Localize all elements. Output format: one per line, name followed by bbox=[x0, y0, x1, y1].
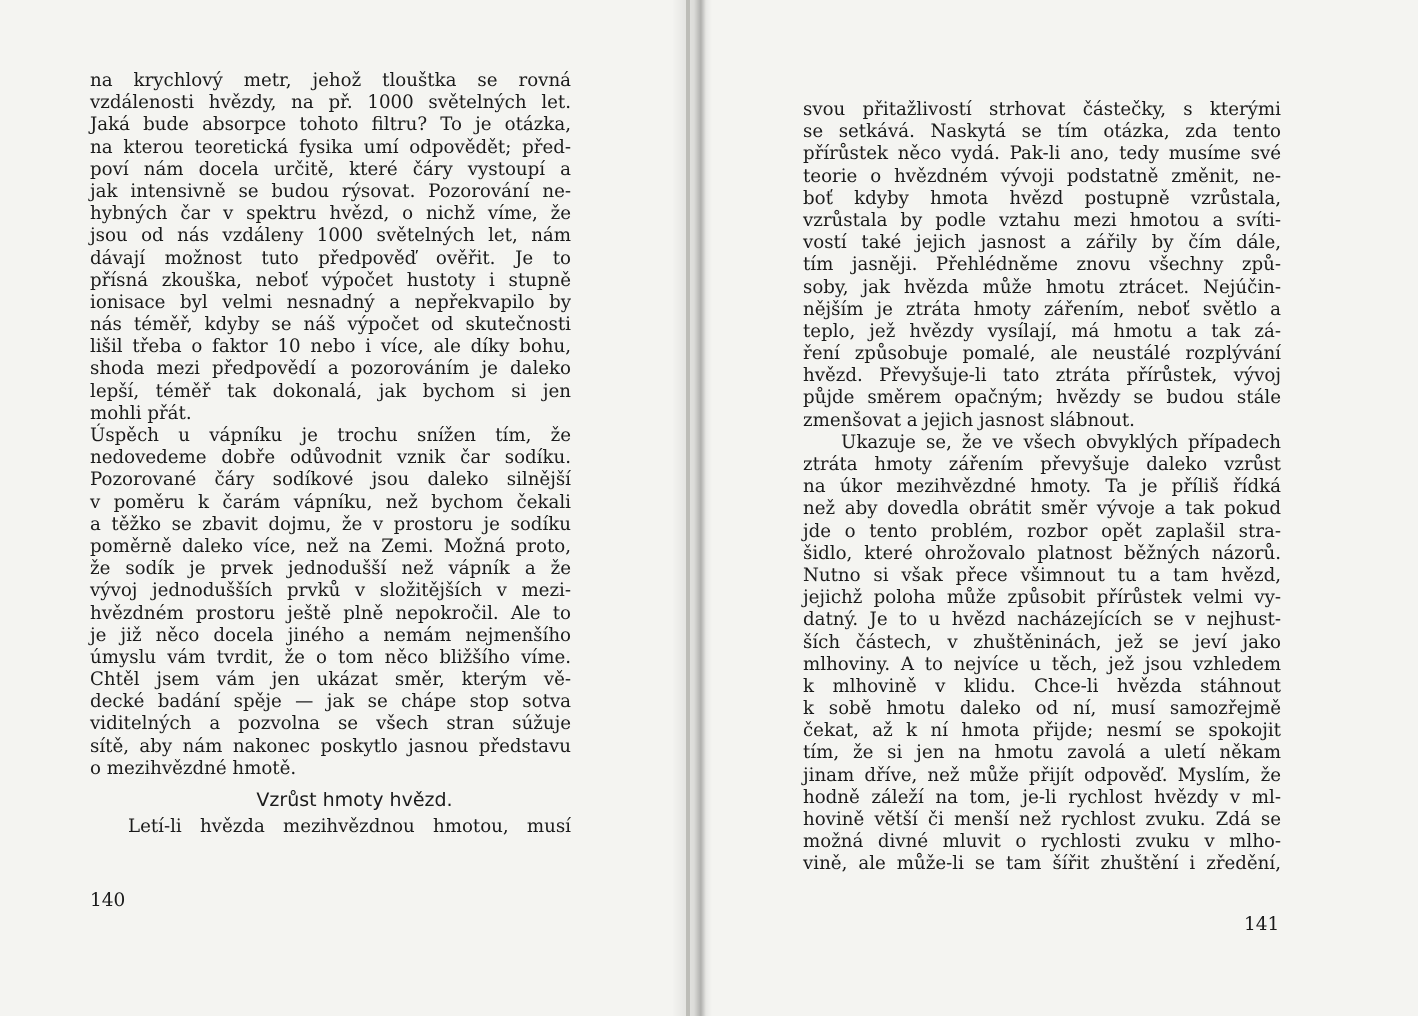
text-line: nějším je ztráta hmoty zářením, neboť světlo a bbox=[803, 298, 1281, 320]
right-page bbox=[707, 0, 1418, 1016]
text-line: Jaká bude absorpce tohoto filtru? To je otázka, bbox=[90, 114, 571, 136]
text-line: nedovedeme dobře odůvodnit vznik čar sodíku. bbox=[90, 447, 571, 469]
text-line: viditelných a pozvolna se všech stran súžuje bbox=[90, 713, 571, 735]
text-line: sítě, aby nám nakonec poskytlo jasnou představu bbox=[90, 735, 571, 757]
text-line: dávají možnost tuto předpověď ověřit. Je to bbox=[90, 247, 571, 269]
page-number: 140 bbox=[90, 890, 126, 911]
text-line: vostí také jejich jasnost a zářily by čím dále, bbox=[803, 232, 1281, 254]
text-line: decké badání spěje — jak se chápe stop sotva bbox=[90, 691, 571, 713]
text-line: ionisace byl velmi nesnadný a nepřekvapilo by bbox=[90, 291, 571, 313]
text-line: hybných čar v spektru hvězd, o nichž víme, že bbox=[90, 203, 571, 225]
text-line: přísná zkouška, neboť výpočet hustoty i stupně bbox=[90, 269, 571, 291]
text-line: přírůstek něco vydá. Pak-li ano, tedy musíme své bbox=[803, 143, 1281, 165]
text-line: teorie o hvězdném vývoji podstatně změnit, ne- bbox=[803, 165, 1281, 187]
text-line: Ukazuje se, že ve všech obvyklých případech bbox=[841, 431, 1281, 453]
text-line: nás téměř, kdyby se náš výpočet od skutečnosti bbox=[90, 314, 571, 336]
text-line: jak intensivně se budou rýsovat. Pozorování ne- bbox=[90, 180, 571, 202]
text-line: datný. Je to u hvězd nacházejících se v nejhust- bbox=[803, 609, 1281, 631]
left-page-body bbox=[90, 70, 571, 838]
text-line: teplo, jež hvězdy vysílají, má hmotu a tak zá- bbox=[803, 320, 1281, 342]
text-line: na kterou teoretická fysika umí odpovědět; před- bbox=[90, 136, 571, 158]
text-line: poměrně daleko více, než na Zemi. Možná proto, bbox=[90, 535, 571, 557]
text-line: čekat, až k ní hmota přijde; nesmí se spokojit bbox=[803, 720, 1281, 742]
left-page bbox=[0, 0, 700, 1016]
text-line: lepší, téměř tak dokonalá, jak bychom si jen bbox=[90, 380, 571, 402]
text-line: že sodík je prvek jednodušší než vápník a že bbox=[90, 558, 571, 580]
text-line: úmyslu vám tvrdit, že o tom něco bližšího víme. bbox=[90, 646, 571, 668]
text-line: Úspěch u vápníku je trochu snížen tím, že bbox=[90, 425, 571, 446]
text-line: hvězd. Převyšuje-li tato ztráta přírůstek, vývoj bbox=[803, 365, 1281, 387]
text-line: půjde směrem opačným; hvězdy se budou stále bbox=[803, 387, 1281, 409]
text-line: zmenšovat a jejich jasnost slábnout. bbox=[803, 409, 1135, 431]
text-line: tím jasněji. Přehlédněme znovu všechny způ- bbox=[803, 254, 1281, 276]
text-line: ztráta hmoty zářením převyšuje daleko vzrůst bbox=[803, 454, 1281, 475]
text-line: hvězdném prostoru ještě plně nepokročil. Ale to bbox=[90, 602, 571, 624]
book-gutter bbox=[672, 0, 712, 1016]
text-line: vzrůstala by podle vztahu mezi hmotou a svíti- bbox=[803, 209, 1281, 231]
text-line: mlhoviny. A to nejvíce u těch, jež jsou vzhledem bbox=[803, 653, 1281, 675]
text-line: Letí-li hvězda mezihvězdnou hmotou, musí bbox=[128, 816, 571, 837]
text-line: shoda mezi předpovědí a pozorováním je daleko bbox=[90, 358, 571, 380]
text-line: v poměru k čarám vápníku, než bychom čekali bbox=[90, 491, 571, 513]
text-line: jsou od nás vzdáleny 1000 světelných let, nám bbox=[90, 225, 571, 247]
page-edge bbox=[686, 0, 690, 1016]
text-line: Chtěl jsem vám jen ukázat směr, kterým vě- bbox=[90, 669, 571, 691]
text-line: soby, jak hvězda může hmotu ztrácet. Nejúčin- bbox=[803, 276, 1281, 298]
text-line: než aby dovedla obrátit směr vývoje a tak pokud bbox=[803, 498, 1281, 520]
text-line: ření způsobuje pomalé, ale neustálé rozplývání bbox=[803, 343, 1281, 365]
text-line: šidlo, které ohrožovalo platnost běžných názorů. bbox=[803, 542, 1281, 564]
text-line: hodně záleží na tom, je-li rychlost hvězdy v ml- bbox=[803, 786, 1281, 808]
text-line: Nutno si však přece všimnout tu a tam hvězd, bbox=[803, 564, 1281, 586]
text-line: boť kdyby hmota hvězd postupně vzrůstala, bbox=[803, 187, 1281, 209]
text-line: je již něco docela jiného a nemám nejmenšího bbox=[90, 624, 571, 646]
text-line: možná divné mluvit o rychlosti zvuku v mlho- bbox=[803, 831, 1281, 853]
text-line: a těžko se zbavit dojmu, že v prostoru je sodíku bbox=[90, 513, 571, 535]
text-line: Pozorované čáry sodíkové jsou daleko silnější bbox=[90, 469, 571, 491]
text-line: na krychlový metr, jehož tlouštka se rovná bbox=[90, 70, 571, 91]
text-line: k mlhovině v klidu. Chce-li hvězda stáhnout bbox=[803, 675, 1281, 697]
right-page-body bbox=[803, 99, 1281, 876]
section-heading: Vzrůst hmoty hvězd. bbox=[256, 789, 453, 811]
text-line: vzdálenosti hvězdy, na př. 1000 světelných let. bbox=[90, 92, 571, 114]
text-line: se setkává. Naskytá se tím otázka, zda tento bbox=[803, 121, 1281, 143]
text-line: ších částech, v zhuštěninách, jež se jeví jako bbox=[803, 631, 1281, 653]
page-number: 141 bbox=[1244, 914, 1280, 935]
text-line: tím, že si jen na hmotu zavolá a uletí někam bbox=[803, 742, 1281, 764]
text-line: lišil třeba o faktor 10 nebo i více, ale díky bohu, bbox=[90, 336, 571, 358]
text-line: poví nám docela určitě, které čáry vystoupí a bbox=[90, 158, 571, 180]
text-line: jde o tento problém, rozbor opět zaplašil stra- bbox=[803, 520, 1281, 542]
text-line: k sobě hmotu daleko od ní, musí samozřejmě bbox=[803, 698, 1281, 720]
text-line: hovině větší či menší než rychlost zvuku. Zdá se bbox=[803, 809, 1281, 830]
text-line: na úkor mezihvězdné hmoty. Ta je příliš řídká bbox=[803, 476, 1281, 498]
text-line: vině, ale může-li se tam šířit zhuštění i zředění, bbox=[803, 853, 1281, 875]
text-line: jejichž poloha může způsobit přírůstek velmi vy- bbox=[803, 587, 1281, 609]
text-line: svou přitažlivostí strhovat částečky, s kterými bbox=[803, 99, 1281, 120]
text-line: jinam dříve, než může přijít odpověď. Myslím, že bbox=[803, 764, 1281, 786]
text-line: o mezihvězdné hmotě. bbox=[90, 757, 297, 779]
text-line: vývoj jednodušších prvků v složitějších v mezi- bbox=[90, 580, 571, 602]
text-line: mohli přát. bbox=[90, 402, 192, 424]
